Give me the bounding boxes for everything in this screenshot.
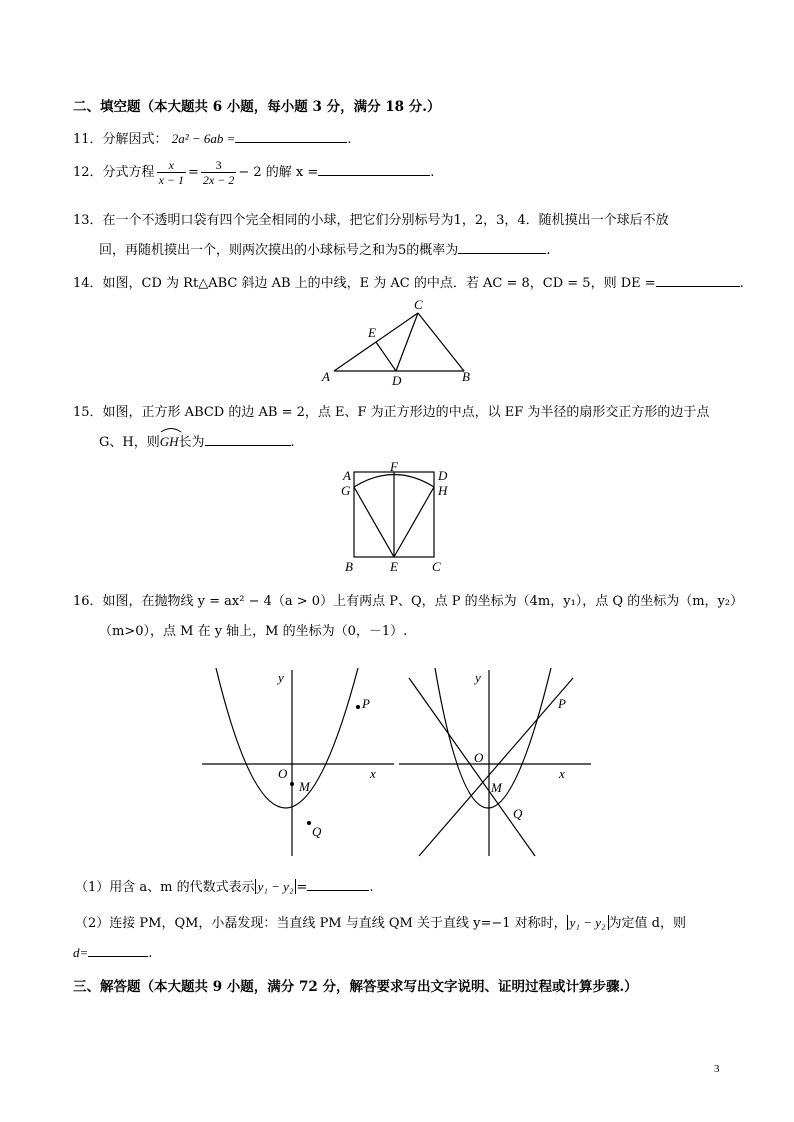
answer-blank[interactable]	[656, 274, 740, 287]
label-Q: Q	[513, 806, 523, 821]
label-M: M	[491, 780, 502, 795]
math-expression: 2a² − 6ab =	[171, 131, 236, 146]
question-12	[73, 158, 434, 187]
absolute-value: y₁ − y₂	[567, 915, 609, 930]
label-x: x	[370, 766, 376, 781]
period: .	[739, 276, 744, 291]
label-C: C	[432, 559, 441, 574]
page-number: 3	[714, 1063, 720, 1075]
section-3-title: 三、解答题（本大题共 9 小题，满分 72 分，解答要求写出文字说明、证明过程或计算步骤.）	[73, 979, 638, 995]
question-16-part-2-line-2	[73, 944, 152, 961]
triangle-figure	[320, 295, 480, 385]
label-O: O	[278, 766, 288, 781]
fraction-x-over-x-minus-1	[157, 158, 186, 187]
question-number: 12．	[73, 165, 103, 180]
label-E: E	[390, 559, 398, 574]
question-15-line-1	[73, 401, 709, 420]
segment-CD	[396, 313, 418, 371]
question-text-rest: − 2 的解 x =	[238, 165, 319, 180]
label-Q: Q	[312, 824, 322, 839]
absolute-value: y₁ − y₂	[255, 879, 297, 894]
label-A: A	[343, 468, 351, 483]
square-sector-figure	[335, 460, 460, 575]
question-text: 在一个不透明口袋有四个完全相同的小球，把它们分别标号为1，2，3，4．随机摸出一个球后不放	[102, 213, 669, 228]
question-text: 如图，CD 为 Rt△ABC 斜边 AB 上的中线，E 为 AC 的中点．若 AC = 8，CD = 5，则 DE =	[102, 276, 656, 291]
parabola-graph-1	[198, 660, 398, 860]
answer-blank[interactable]	[318, 163, 430, 176]
numerator: x	[157, 158, 186, 173]
question-text: 分式方程	[102, 165, 155, 180]
question-text: （m>0），点 M 在 y 轴上，M 的坐标为（0，－1）.	[99, 624, 408, 639]
period: .	[347, 132, 352, 147]
question-text: G、H，则	[99, 435, 160, 450]
period: .	[148, 946, 153, 961]
fraction-3-over-2x-minus-2	[201, 158, 236, 187]
label-H: H	[438, 483, 448, 498]
label-P: P	[558, 696, 566, 711]
period: .	[369, 880, 374, 895]
question-16-part-2	[75, 912, 686, 931]
label-F: F	[390, 460, 398, 474]
arc-GH	[160, 430, 179, 449]
label-y: y	[278, 670, 284, 685]
denominator: 2x − 2	[202, 173, 235, 187]
label-B: B	[345, 559, 353, 574]
label-x: x	[559, 766, 565, 781]
question-11	[73, 128, 352, 147]
label-y: y	[475, 670, 481, 685]
label-D: D	[392, 373, 402, 385]
question-15-line-2	[99, 431, 295, 450]
question-number: 16．	[73, 594, 103, 609]
equals-sign: =	[296, 880, 308, 895]
line-PM	[409, 678, 535, 856]
answer-blank[interactable]	[458, 241, 546, 254]
question-13-line-2	[99, 239, 550, 258]
label-G: G	[341, 483, 351, 498]
arc-mark-icon	[160, 427, 182, 433]
point-P	[356, 705, 360, 709]
question-text: 回，再随机摸出一个，则两次摸出的小球标号之和为5的概率为	[99, 243, 459, 258]
question-text: 长为	[178, 435, 205, 450]
point-Q	[307, 821, 311, 825]
question-text: 如图，在抛物线 y = ax² − 4（a > 0）上有两点 P、Q，点 P 的坐标为（4m，y₁），点 Q 的坐标为（m，y₂）	[102, 594, 744, 609]
segment-EG	[354, 487, 394, 557]
question-text: 分解因式：	[102, 132, 168, 147]
question-16-line-1	[73, 590, 743, 609]
question-14	[73, 272, 744, 291]
arc-label: GH	[159, 434, 179, 449]
answer-blank[interactable]	[307, 878, 369, 891]
question-number: 14．	[73, 276, 103, 291]
label-B: B	[462, 369, 470, 384]
answer-blank[interactable]	[88, 944, 148, 957]
answer-blank[interactable]	[235, 130, 347, 143]
label-P: P	[362, 696, 370, 711]
part-text: 为定值 d，则	[608, 916, 686, 931]
question-number: 13．	[73, 213, 103, 228]
period: .	[430, 165, 435, 180]
segment-DE	[376, 342, 396, 371]
section-2-title: 二、填空题（本大题共 6 小题，每小题 3 分，满分 18 分.）	[73, 99, 441, 115]
question-16-part-1	[75, 876, 374, 895]
parabola-graph-2	[395, 660, 595, 860]
label-D: D	[438, 468, 448, 483]
numerator: 3	[201, 158, 236, 173]
point-M	[290, 782, 294, 786]
label-O: O	[474, 750, 484, 765]
denominator: x − 1	[158, 173, 184, 187]
question-number: 15．	[73, 405, 103, 420]
label-M: M	[299, 779, 310, 794]
part-text: （1）用含 a、m 的代数式表示	[75, 880, 255, 895]
parabola-curve	[216, 668, 358, 808]
question-number: 11．	[73, 132, 103, 147]
label-C: C	[414, 297, 423, 312]
label-E: E	[368, 325, 376, 340]
segment-BC	[418, 313, 464, 371]
label-A: A	[322, 369, 330, 384]
answer-blank[interactable]	[205, 433, 291, 446]
segment-EH	[394, 487, 434, 557]
period: .	[290, 435, 295, 450]
question-16-line-2	[99, 620, 407, 639]
part-text: d=	[73, 945, 89, 960]
equals-sign: =	[188, 165, 199, 180]
part-text: （2）连接 PM，QM，小磊发现：当直线 PM 与直线 QM 关于直线 y=−1 对称时，	[75, 916, 567, 931]
question-text: 如图，正方形 ABCD 的边 AB = 2，点 E、F 为正方形边的中点，以 EF 为半径的扇形交正方形的边于点	[102, 405, 710, 420]
period: .	[546, 243, 551, 258]
question-13-line-1	[73, 209, 669, 228]
